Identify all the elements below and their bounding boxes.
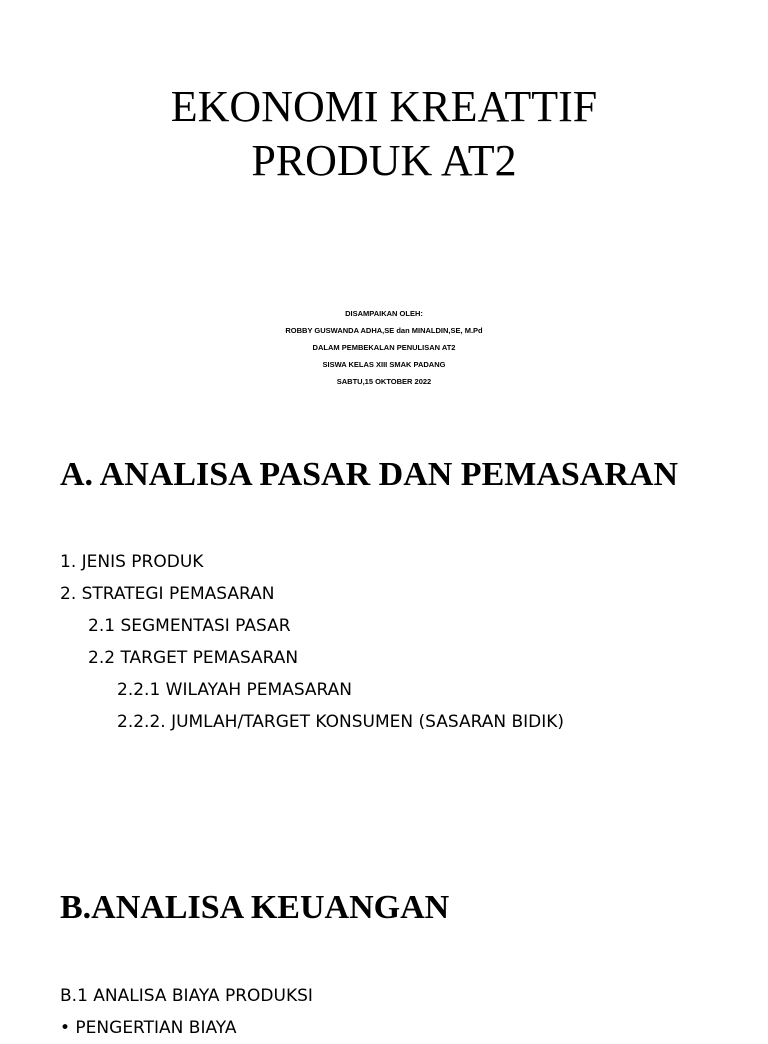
presenter-line: SABTU,15 OKTOBER 2022 xyxy=(336,377,432,386)
section-b-heading: B.ANALISA KEUANGAN xyxy=(60,889,450,926)
section-b-outline xyxy=(60,980,313,1044)
outline-item: 2.1 SEGMENTASI PASAR xyxy=(88,616,291,636)
section-a-outline xyxy=(60,546,564,738)
outline-item: B.1 ANALISA BIAYA PRODUKSI xyxy=(60,986,313,1006)
presenter-line: DISAMPAIKAN OLEH: xyxy=(345,309,423,318)
presenter-line: ROBBY GUSWANDA ADHA,SE dan MINALDIN,SE, M.Pd xyxy=(285,326,483,335)
presenter-line: SISWA KELAS XIII SMAK PADANG xyxy=(322,360,446,369)
outline-item: 1. JENIS PRODUK xyxy=(60,552,204,572)
presenter-info xyxy=(0,305,768,390)
outline-item: 2. STRATEGI PEMASARAN xyxy=(60,584,275,604)
title-line-1: EKONOMI KREATTIF xyxy=(170,82,598,131)
title-line-2: PRODUK AT2 xyxy=(251,136,517,185)
outline-item: 2.2.2. JUMLAH/TARGET KONSUMEN (SASARAN BIDIK) xyxy=(117,712,565,732)
outline-item: 2.2 TARGET PEMASARAN xyxy=(88,648,299,668)
presenter-line: DALAM PEMBEKALAN PENULISAN AT2 xyxy=(312,343,456,352)
outline-item: 2.2.1 WILAYAH PEMASARAN xyxy=(117,680,353,700)
slide-title xyxy=(0,80,768,188)
outline-item: • PENGERTIAN BIAYA xyxy=(60,1018,237,1038)
section-a-heading: A. ANALISA PASAR DAN PEMASARAN xyxy=(60,456,679,493)
